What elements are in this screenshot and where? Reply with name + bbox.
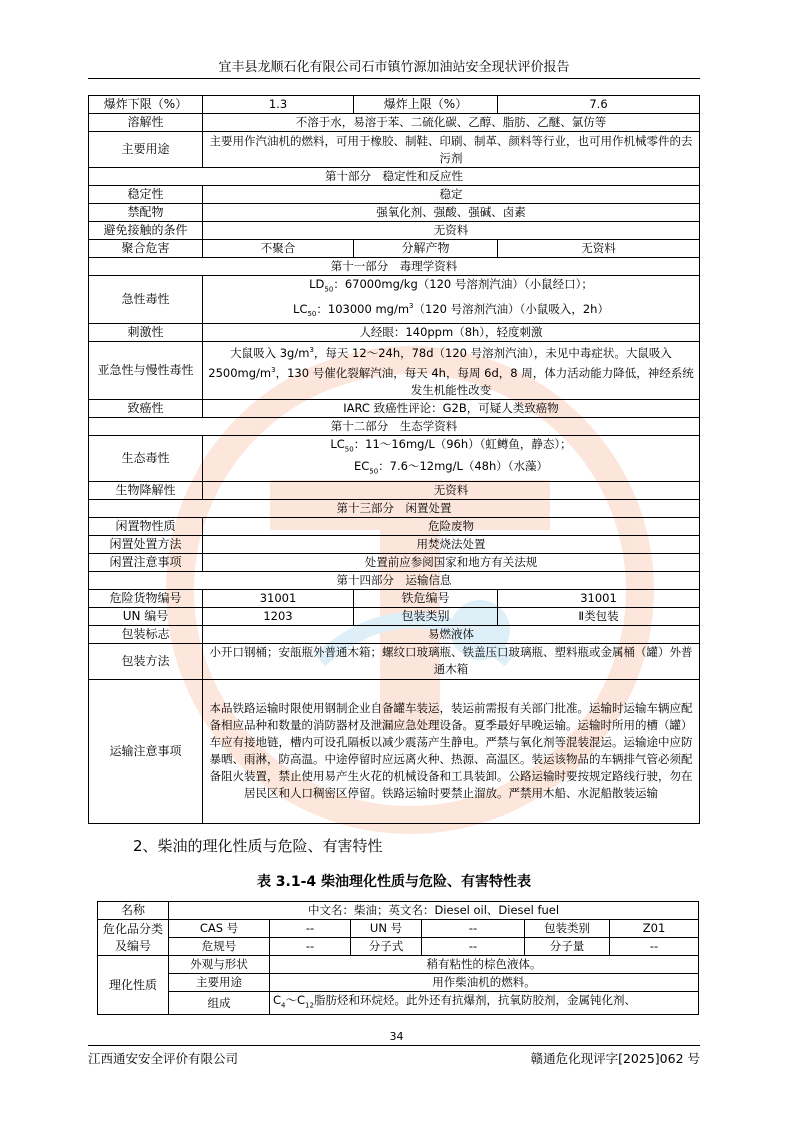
- explosion-upper-label: 爆炸上限（%）: [354, 96, 498, 114]
- reg-label: 危规号: [169, 938, 270, 956]
- table-row: [89, 114, 700, 132]
- table-row: [89, 418, 700, 436]
- decomposition-value: 无资料: [498, 240, 700, 258]
- mw-label: 分子量: [525, 938, 610, 956]
- section-heading: 2、柴油的理化性质与危险、有害特性: [133, 837, 383, 855]
- main-use-value: 主要用作汽油机的燃料，可用于橡胶、制鞋、印刷、制革、颜料等行业，也可用作机械零件的去污剂: [203, 132, 700, 168]
- un-number-value: 1203: [203, 607, 354, 625]
- incompatible-value: 强氧化剂、强酸、强碱、卤素: [203, 204, 700, 222]
- pack-category-value: Z01: [610, 920, 699, 938]
- irritation-label: 刺激性: [89, 324, 203, 342]
- avoid-value: 无资料: [203, 222, 700, 240]
- eco-lc50-line: $LC_{50}$：11～16mg/L（96h）（虹鳟鱼，静态）；: [330, 437, 572, 454]
- footer-company: 江西通安安全评价有限公司: [88, 1051, 239, 1066]
- table-row: [89, 436, 700, 482]
- table-row: [89, 481, 700, 499]
- appearance-value: 稍有粘性的棕色液体。: [270, 956, 699, 974]
- transport-value: 本品铁路运输时限使用钢制企业自备罐车装运，装运前需报有关部门批准。运输时运输车辆应配备相应品种和数量的消防器材及泄漏应急处理设备。夏季最好早晚运输。运输时所用的槽（罐）车应有接地链，槽内可设孔隔板以减少震荡产生静电。严禁与氧化剂等混装混运。运输途中应防暴晒、雨淋，防高温。中途停留时应远离火种、热源、高温区。装运该物品的车辆排气管必须配备阻火装置，禁止使用易产生火花的机械设备和工具装卸。公路运输时要按规定路线行驶，勿在居民区和人口稠密区停留。铁路运输时要禁止溜放。严禁用木船、水泥船散装运输: [203, 679, 700, 823]
- part14-heading: 第十四部分 运输信息: [89, 571, 700, 589]
- table-row: [98, 992, 699, 1015]
- name-label: 名称: [98, 902, 169, 920]
- page-number: 34: [389, 1030, 404, 1043]
- table-caption: 表 3.1-4 柴油理化性质与危险、有害特性表: [256, 874, 532, 890]
- composition-value: $C_4\sim C_{12}$脂肪烃和环烷烃。此外还有抗爆剂，抗氧防胶剂，金属钝化剂、: [270, 992, 699, 1015]
- disposal-method-label: 闲置处置方法: [89, 535, 203, 553]
- use-label: 主要用途: [169, 974, 270, 992]
- formula-label: 分子式: [351, 938, 422, 956]
- main-use-label: 主要用途: [89, 132, 203, 168]
- table-row: [98, 974, 699, 992]
- table-row: [89, 517, 700, 535]
- carcinogenic-label: 致癌性: [89, 400, 203, 418]
- reg-value: --: [270, 938, 351, 956]
- table-row: [89, 679, 700, 823]
- table-row: [89, 96, 700, 114]
- composition-label: 组成: [169, 992, 270, 1015]
- pack-category-label: 包装类别: [354, 607, 498, 625]
- solubility-value: 不溶于水，易溶于苯、二硫化碳、乙醇、脂肪、乙醚、氯仿等: [203, 114, 700, 132]
- solubility-label: 溶解性: [89, 114, 203, 132]
- disposal-nature-value: 危险废物: [203, 517, 700, 535]
- page-header: 宜丰县龙顺石化有限公司石市镇竹源加油站安全现状评价报告: [88, 56, 700, 79]
- biodeg-value: 无资料: [203, 481, 700, 499]
- avoid-label: 避免接触的条件: [89, 222, 203, 240]
- cas-value: --: [270, 920, 351, 938]
- acute-toxicity-label: 急性毒性: [89, 276, 203, 324]
- dg-number-label: 危险货物编号: [89, 589, 203, 607]
- biodeg-label: 生物降解性: [89, 481, 203, 499]
- stability-label: 稳定性: [89, 186, 203, 204]
- table-row: [89, 168, 700, 186]
- disposal-method-value: 用焚烧法处置: [203, 535, 700, 553]
- irritation-value: 人经眼：140ppm（8h），轻度刺激: [203, 324, 700, 342]
- appearance-label: 外观与形状: [169, 956, 270, 974]
- dg-number-value: 31001: [203, 589, 354, 607]
- table-row: [89, 400, 700, 418]
- pack-category-value: Ⅱ类包装: [498, 607, 700, 625]
- stability-value: 稳定: [203, 186, 700, 204]
- table-row: [89, 132, 700, 168]
- rail-number-value: 31001: [498, 589, 700, 607]
- class-label: 危化品分类及编号: [98, 920, 169, 956]
- transport-label: 运输注意事项: [89, 679, 203, 823]
- disposal-note-label: 闲置注意事项: [89, 553, 203, 571]
- subacute-value: 大鼠吸入 $3g/m^3$，每天 12～24h，78d（120 号溶剂汽油），未见中毒症状。大鼠吸入 $2500mg/m^3$，130 号催化裂解汽油，每天 4h，每周 6d，8 周，体力活动能力降低，神经系统发生机能性改变: [203, 342, 700, 400]
- table-row: [98, 902, 699, 920]
- table-row: [89, 276, 700, 324]
- table-row: [89, 342, 700, 400]
- table-row: [89, 571, 700, 589]
- explosion-lower-value: 1.3: [203, 96, 354, 114]
- cas-label: CAS 号: [169, 920, 270, 938]
- part13-heading: 第十三部分 闲置处置: [89, 499, 700, 517]
- part12-heading: 第十二部分 生态学资料: [89, 418, 700, 436]
- pack-mark-label: 包装标志: [89, 625, 203, 643]
- part10-heading: 第十部分 稳定性和反应性: [89, 168, 700, 186]
- polymerization-value: 不聚合: [203, 240, 354, 258]
- table-row: [98, 956, 699, 974]
- table-row: [89, 625, 700, 643]
- name-value: 中文名：柴油；英文名：Diesel oil、Diesel fuel: [169, 902, 699, 920]
- mw-value: --: [610, 938, 699, 956]
- formula-value: --: [422, 938, 525, 956]
- un-value: --: [422, 920, 525, 938]
- footer-doc-number: 赣通危化现评字[2025]062 号: [530, 1051, 700, 1066]
- carcinogenic-value: IARC 致癌性评论：G2B，可疑人类致癌物: [203, 400, 700, 418]
- eco-toxicity-value: [203, 436, 700, 482]
- disposal-nature-label: 闲置物性质: [89, 517, 203, 535]
- table-row: [89, 535, 700, 553]
- acute-lc50-line: $LC_{50}$：103000 $mg/m^3(120$ 号溶剂汽油）（小鼠吸入，2h）: [293, 302, 609, 319]
- table-row: [98, 938, 699, 956]
- pack-category-label: 包装类别: [525, 920, 610, 938]
- use-value: 用作柴油机的燃料。: [270, 974, 699, 992]
- table-row: [89, 589, 700, 607]
- table-row: [89, 553, 700, 571]
- page-footer: [88, 1045, 700, 1067]
- part11-heading: 第十一部分 毒理学资料: [89, 258, 700, 276]
- table-row: [89, 607, 700, 625]
- pack-method-label: 包装方法: [89, 643, 203, 679]
- table-row: [89, 222, 700, 240]
- table-row: [89, 499, 700, 517]
- un-number-label: UN 编号: [89, 607, 203, 625]
- polymerization-label: 聚合危害: [89, 240, 203, 258]
- table-row: [89, 204, 700, 222]
- table-row: [89, 258, 700, 276]
- disposal-note-value: 处置前应参阅国家和地方有关法规: [203, 553, 700, 571]
- table-row: [89, 240, 700, 258]
- explosion-lower-label: 爆炸下限（%）: [89, 96, 203, 114]
- table-row: [98, 920, 699, 938]
- un-label: UN 号: [351, 920, 422, 938]
- props-label: 理化性质: [98, 956, 169, 1015]
- acute-toxicity-value: [203, 276, 700, 324]
- pack-method-value: 小开口钢桶；安瓿瓶外普通木箱；螺纹口玻璃瓶、铁盖压口玻璃瓶、塑料瓶或金属桶（罐）外普通木箱: [203, 643, 700, 679]
- incompatible-label: 禁配物: [89, 204, 203, 222]
- eco-toxicity-label: 生态毒性: [89, 436, 203, 482]
- rail-number-label: 铁危编号: [354, 589, 498, 607]
- diesel-property-table: [97, 901, 699, 1015]
- gasoline-property-table: [88, 95, 700, 824]
- table-row: [89, 324, 700, 342]
- eco-ec50-line: $EC_{50}$：7.6～12mg/L（48h）（水藻）: [353, 459, 549, 476]
- acute-ld50-line: $LD_{50}$：67000mg/kg（120 号溶剂汽油）（小鼠经口）；: [309, 277, 593, 294]
- table-row: [89, 186, 700, 204]
- explosion-upper-value: 7.6: [498, 96, 700, 114]
- pack-mark-value: 易燃液体: [203, 625, 700, 643]
- subacute-label: 亚急性与慢性毒性: [89, 342, 203, 400]
- decomposition-label: 分解产物: [354, 240, 498, 258]
- table-row: [89, 643, 700, 679]
